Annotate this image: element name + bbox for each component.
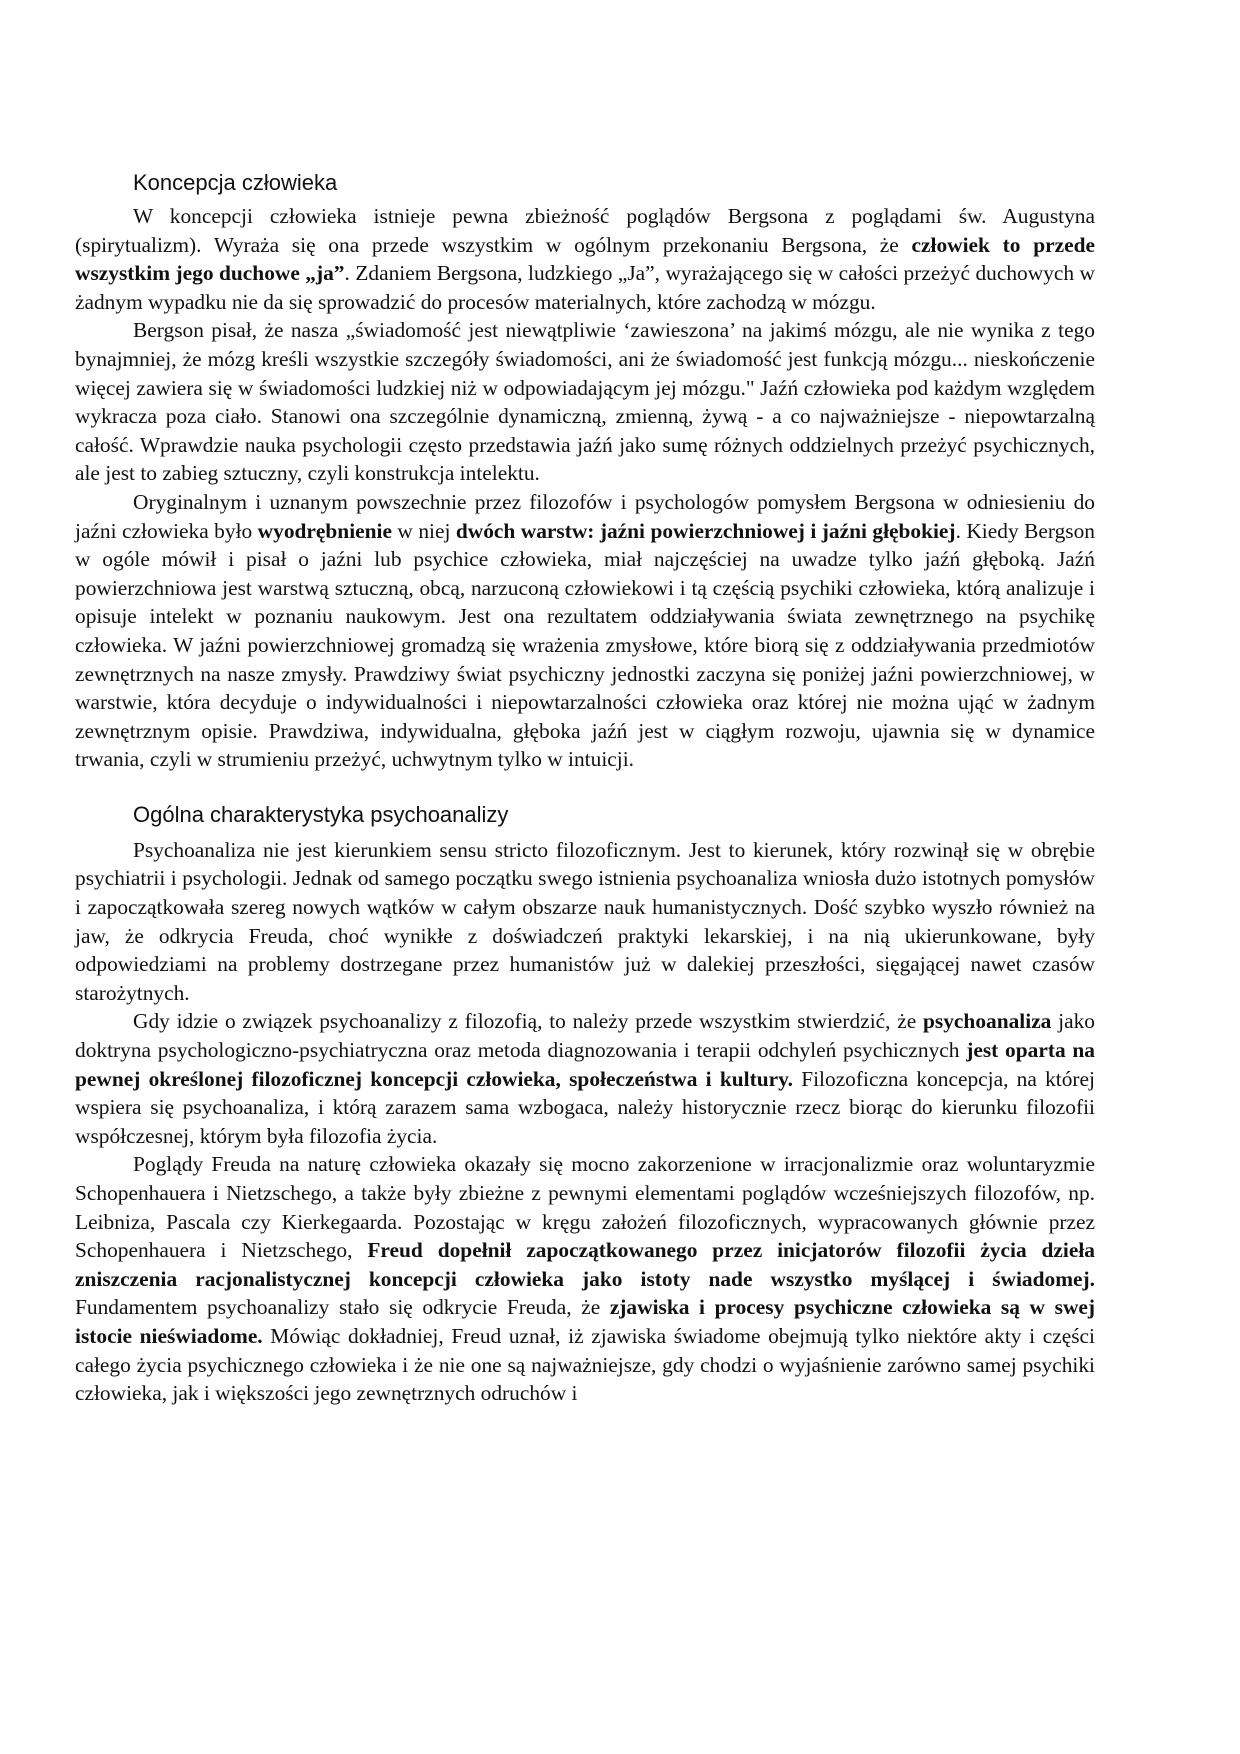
text-run: Mówiąc dokładniej, Freud uznał, iż zjawiska świadome obejmują tylko niektóre akty i części całego życia psychicznego człowieka i że nie one są najważniejsze, gdy chodzi o wyjaśnienie zarówno samej psychiki człowieka, jak i większości jego zewnętrznych odruchów i — [75, 1323, 1095, 1406]
bold-text-run: jest oparta na pewnej określonej filozoficznej koncepcji człowieka, społeczeństwa i kultury. — [75, 1038, 1096, 1091]
bold-text-run: dwóch warstw: jaźni powierzchniowej i jaźni głębokiej — [455, 518, 956, 543]
bold-text-run: psychoanaliza — [923, 1009, 1052, 1034]
bold-text-run: zjawiska i procesy psychiczne człowieka są w swej istocie nieświadome. — [75, 1295, 1096, 1348]
paragraph — [75, 836, 1095, 1008]
section-body-koncepcja — [75, 202, 1095, 774]
text-run: . Kiedy Bergson w ogóle mówił i pisał o jaźni lub psychice człowieka, miał najczęściej na uwadze tylko jaźń głęboką. Jaźń powierzchniowa jest warstwą sztuczną, obcą, narzuconą człowiekowi i tą częścią psychiki człowieka, którą analizuje i opisuje intelekt w poznaniu naukowym. Jest ona rezultatem oddziaływania świata zewnętrznego na psychikę człowieka. W jaźni powierzchniowej gromadzą się wrażenia zmysłowe, które biorą się z oddziaływania przedmiotów zewnętrznych na nasze zmysły. Prawdziwy świat psychiczny jednostki zaczyna się poniżej jaźni powierzchniowej, w warstwie, która decyduje o indywidualności i niepowtarzalności człowieka oraz której nie można ująć w żadnym zewnętrznym opisie. Prawdziwa, indywidualna, głęboka jaźń jest w ciągłym rozwoju, ujawnia się w dynamice trwania, czyli w strumieniu przeżyć, uchwytnym tylko w intuicji. — [75, 518, 1096, 772]
bold-text-run: człowiek to przede wszystkim jego duchowe „ja” — [75, 232, 1095, 286]
text-run: Fundamentem psychoanalizy stało się odkrycie Freuda, że — [75, 1295, 610, 1320]
paragraph — [75, 1150, 1095, 1407]
text-run: jako doktryna psychologiczno-psychiatryczna oraz metoda diagnozowania i terapii odchyleń psychicznych — [75, 1009, 1095, 1063]
bold-text-run: wyodrębnienie — [257, 518, 392, 543]
document-page — [75, 168, 1095, 1408]
text-run: W koncepcji człowieka istnieje pewna zbieżność poglądów Bergsona z poglądami św. Augustyna (spirytualizm). Wyraża się ona przede wszystkim w ogólnym przekonaniu Bergsona, że — [75, 204, 1095, 257]
section-body-psychoanaliza — [75, 836, 1095, 1408]
paragraph — [75, 202, 1095, 316]
bold-text-run: Freud dopełnił zapoczątkowanego przez inicjatorów filozofii życia dzieła zniszczenia racjonalistycznej koncepcji człowieka jako istoty nade wszystko myślącej i świadomej. — [75, 1238, 1095, 1291]
section-heading-psychoanaliza: Ogólna charakterystyka psychoanalizy — [133, 801, 509, 827]
text-run: Poglądy Freuda na naturę człowieka okazały się mocno zakorzenione w irracjonalizmie oraz woluntaryzmie Schopenhauera i Nietzschego, a także były zbieżne z pewnymi elementami poglądów wcześniejszych filozofów, np. Leibniza, Pascala czy Kierkegaarda. Pozostając w kręgu założeń filozoficznych, wypracowanych głównie przez Schopenhauera i Nietzschego, — [75, 1152, 1095, 1263]
text-run: . Zdaniem Bergsona, ludzkiego „Ja”, wyrażającego się w całości przeżyć duchowych w żadnym wypadku nie da się sprowadzić do procesów materialnych, które zachodzą w mózgu. — [75, 261, 1095, 314]
text-run: Gdy idzie o związek psychoanalizy z filozofią, to należy przede wszystkim stwierdzić, że — [133, 1009, 924, 1034]
text-run: Bergson pisał, że nasza „świadomość jest niewątpliwie ‘zawieszona’ na jakimś mózgu, ale nie wynika z tego bynajmniej, że mózg kreśli wszystkie szczegóły świadomości, ani że świadomość jest funkcją mózgu... nieskończenie więcej zawiera się w świadomości ludzkiej niż w odpowiadającym jej mózgu." Jaźń człowieka pod każdym względem wykracza poza ciało. Stanowi ona szczególnie dynamiczną, zmienną, żywą - a co najważniejsze - niepowtarzalną całość. Wprawdzie nauka psychologii często przedstawia jaźń jako sumę różnych oddzielnych przeżyć psychicznych, ale jest to zabieg sztuczny, czyli konstrukcja intelektu. — [75, 318, 1095, 486]
text-run: Oryginalnym i uznanym powszechnie przez filozofów i psychologów pomysłem Bergsona w odniesieniu do jaźni człowieka było — [75, 489, 1095, 543]
paragraph — [75, 1007, 1095, 1150]
text-run: Filozoficzna koncepcja, na której wspiera się psychoanaliza, i którą zarazem sama wzbogaca, należy historycznie rzecz biorąc do kierunku filozofii współczesnej, którym była filozofia życia. — [75, 1066, 1095, 1148]
paragraph — [75, 316, 1095, 488]
section-heading-koncepcja: Koncepcja człowieka — [133, 170, 338, 195]
paragraph — [75, 488, 1095, 774]
text-run: w niej — [391, 518, 456, 543]
text-run: Psychoanaliza nie jest kierunkiem sensu stricto filozoficznym. Jest to kierunek, który rozwinął się w obrębie psychiatrii i psychologii. Jednak od samego początku swego istnienia psychoanaliza wniosła dużo istotnych pomysłów i zapoczątkowała szereg nowych wątków w całym obszarze nauk humanistycznych. Dość szybko wyszło również na jaw, że odkrycia Freuda, choć wynikłe z doświadczeń praktyki lekarskiej, i na nią ukierunkowane, były odpowiedziami na problemy dostrzegane przez humanistów już w dalekiej przeszłości, sięgającej nawet czasów starożytnych. — [75, 837, 1095, 1005]
